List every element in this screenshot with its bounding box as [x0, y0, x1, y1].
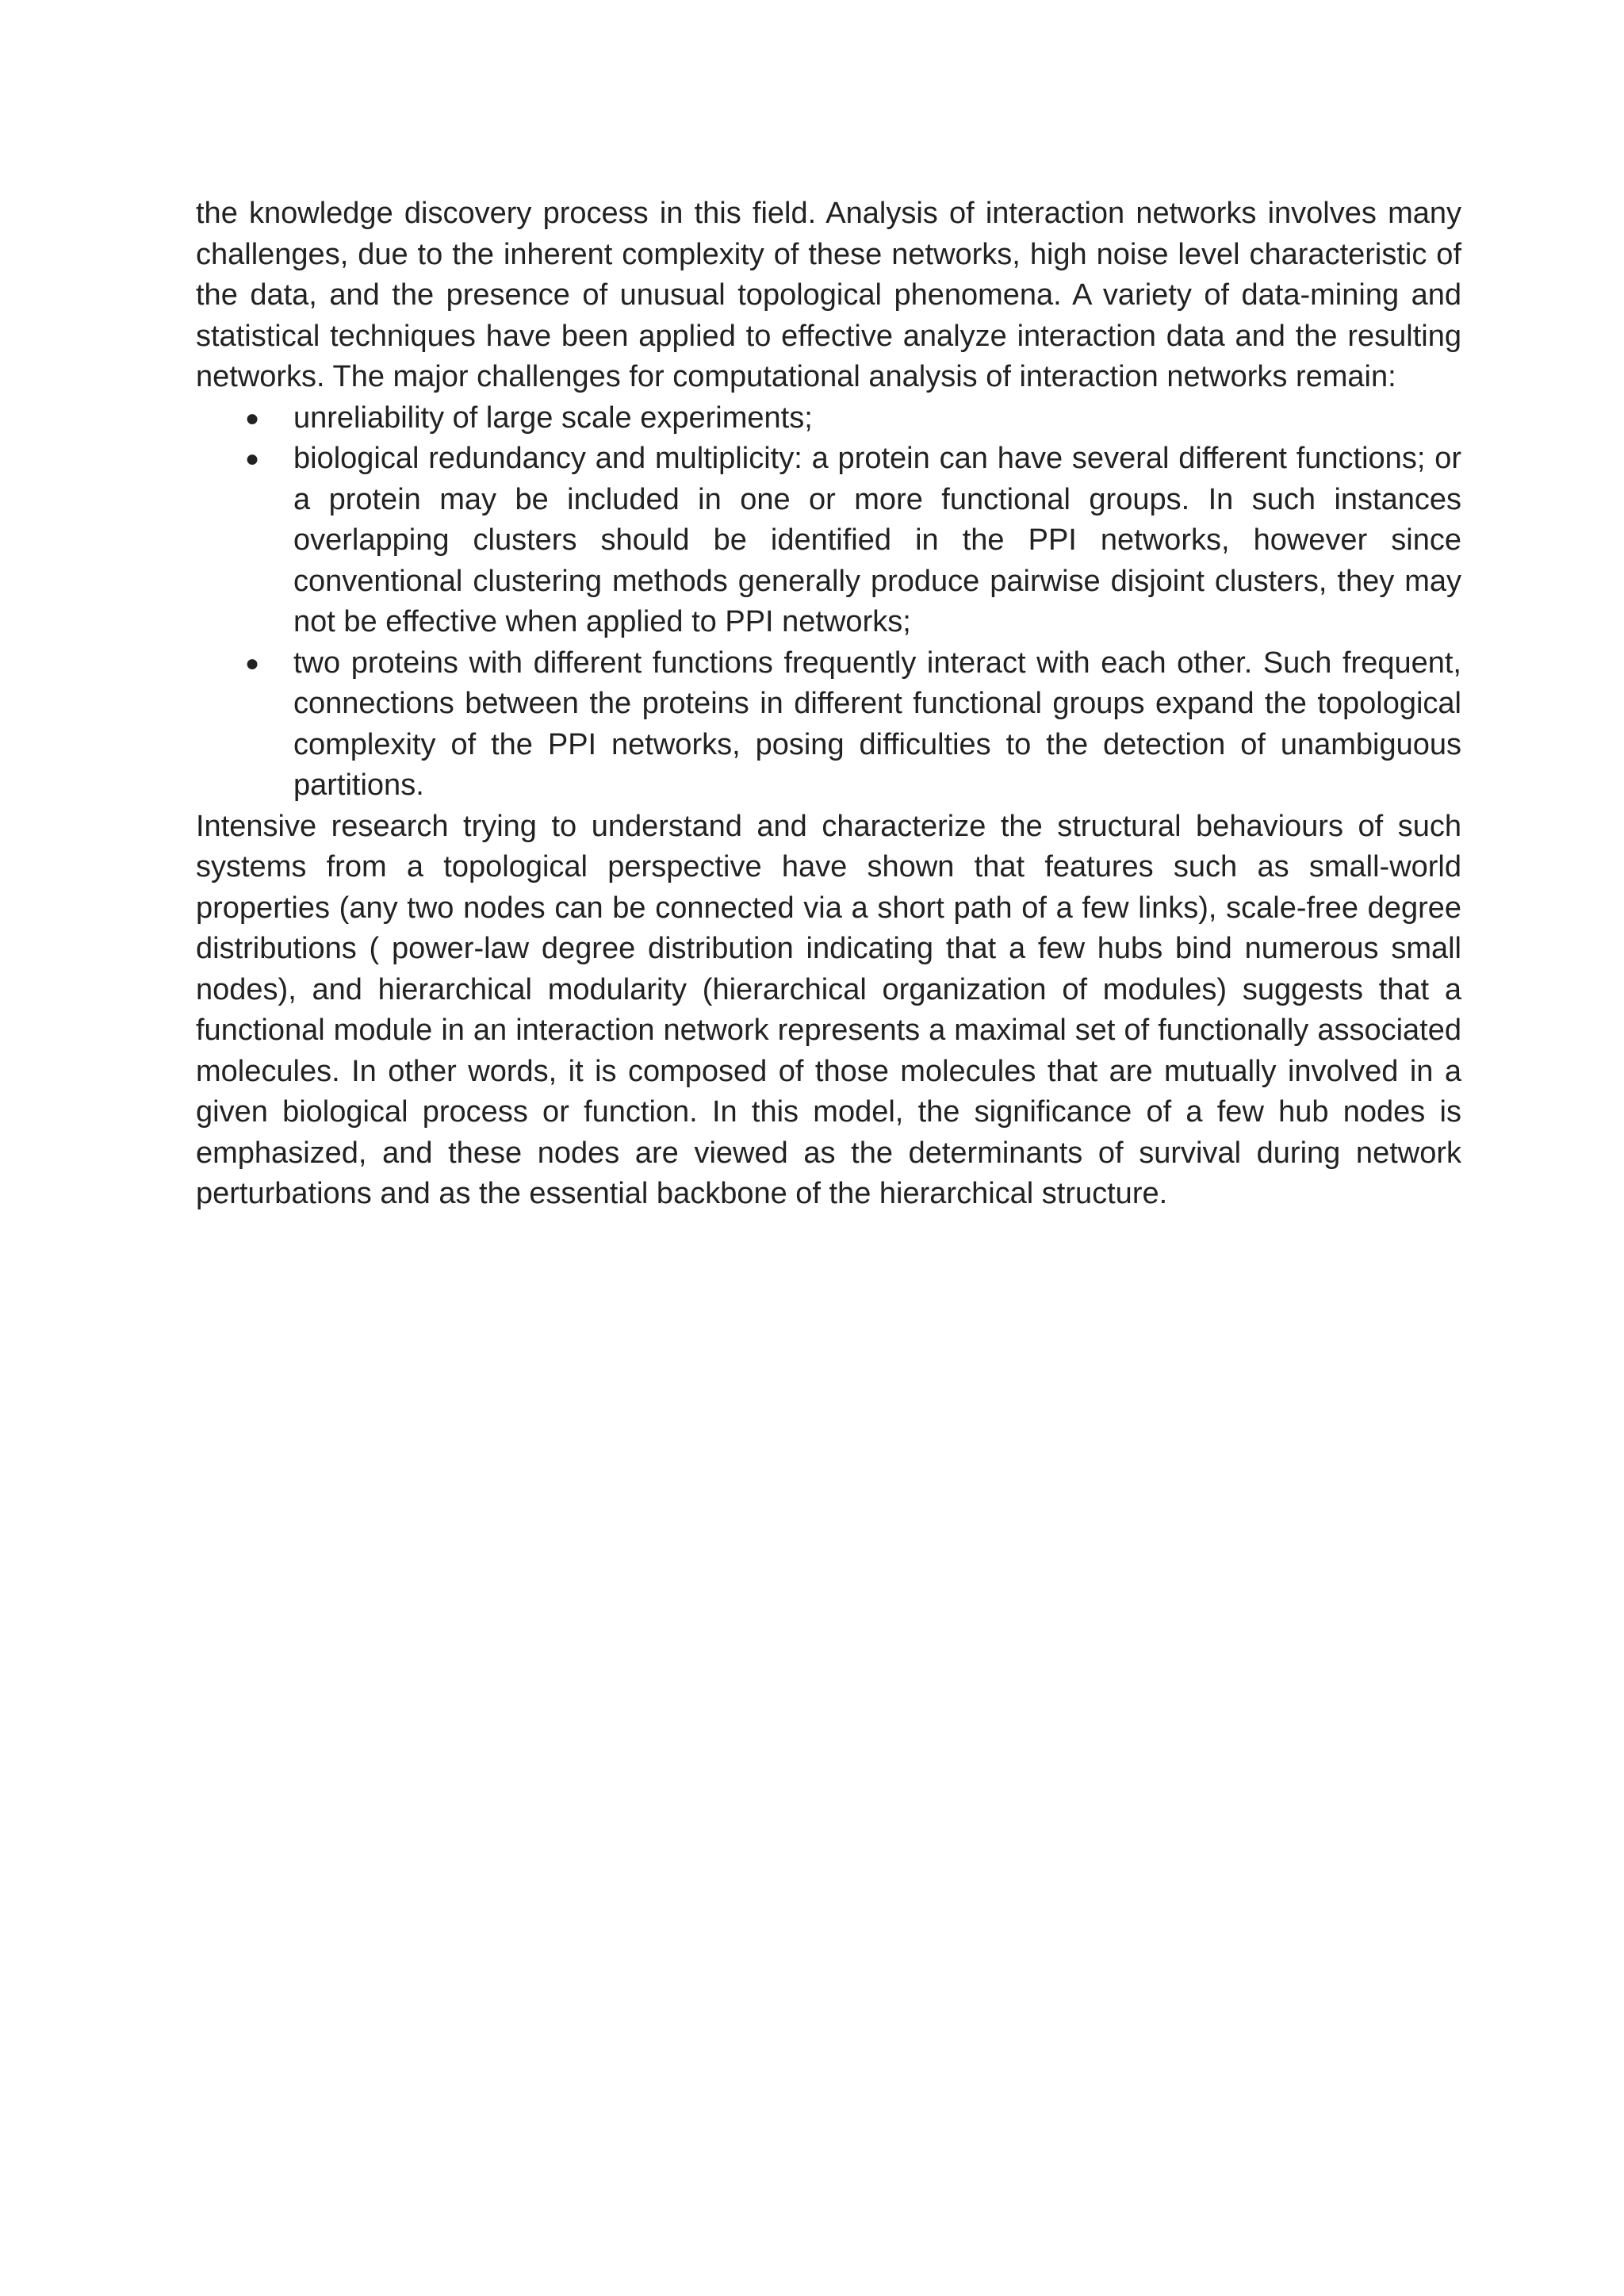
list-item-text: unreliability of large scale experiments; [293, 401, 813, 435]
list-item [196, 398, 1461, 439]
bullet-icon: ● [245, 404, 260, 431]
challenges-list [196, 398, 1461, 807]
list-item-text: biological redundancy and multiplicity: a protein can have several different functions; or a protein may be included in one or more functional groups. In such instances overlapping clusters should be identified in the PPI networks, however since conventional clustering methods generally produce pairwise disjoint clusters, they may not be effective when applied to PPI networks; [293, 442, 1461, 638]
closing-paragraph: Intensive research trying to understand and characterize the structural behaviours of such systems from a topological perspective have shown that features such as small-world properties (any two nodes can be connected via a short path of a few links), scale-free degree distributions ( power-law degree distribution indicating that a few hubs bind numerous small nodes), and hierarchical modularity (hierarchical organization of modules) suggests that a functional module in an interaction network represents a maximal set of functionally associated molecules. In other words, it is composed of those molecules that are mutually involved in a given biological process or function. In this model, the significance of a few hub nodes is emphasized, and these nodes are viewed as the determinants of survival during network perturbations and as the essential backbone of the hierarchical structure. [196, 809, 1461, 1210]
bullet-icon: ● [245, 446, 260, 472]
list-item [196, 439, 1461, 643]
bullet-icon: ● [245, 650, 260, 677]
document-body [196, 194, 1461, 1215]
list-item [196, 643, 1461, 807]
intro-paragraph: the knowledge discovery process in this field. Analysis of interaction networks involves many challenges, due to the inherent complexity of these networks, high noise level characteristic of the data, and the presence of unusual topological phenomena. A variety of data-mining and statistical techniques have been applied to effective analyze interaction data and the resulting networks. The major challenges for computational analysis of interaction networks remain: [196, 197, 1461, 393]
list-item-text: two proteins with different functions frequently interact with each other. Such frequent, connections between the proteins in different functional groups expand the topological complexity of the PPI networks, posing difficulties to the detection of unambiguous partitions. [293, 646, 1461, 802]
